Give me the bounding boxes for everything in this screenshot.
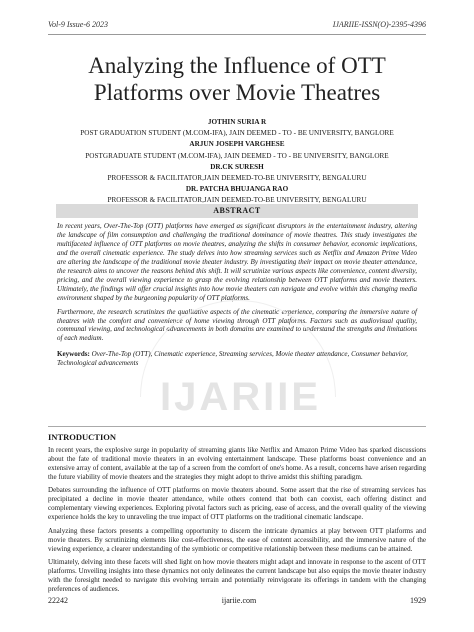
body-paragraph: Analyzing these factors presents a compelling opportunity to discern the intricate dynamics at play between OTT platforms and movie theaters. By scrutinizing elements like cost-effectiveness, the ease of content accessibility, and the immersive nature of the viewing experience, a clearer understanding of the symbiotic or competitive relationship between these mediums can be attained.	[48, 526, 426, 553]
section-heading: INTRODUCTION	[48, 432, 117, 442]
author-affiliation: PROFESSOR & FACILITATOR,JAIN DEEMED-TO-BE UNIVERSITY, BENGALURU	[107, 174, 367, 183]
abstract-paragraph: In recent years, Over-The-Top (OTT) platforms have emerged as significant disruptors in the entertainment industry, altering the landscape of film consumption and challenging the traditional dominance of movie theatres. This study investigates the multifaceted influence of OTT platforms on movie theatres, analyzing the shifts in consumer behavior, economic implications, and the overall cinematic experience. The study delves into how streaming services such as Netflix and Amazon Prime Video are altering the landscape of the traditional movie theater industry. By investigating their impact on movie theater attendance, the research aims to uncover the reasons behind this shift. It will scrutinize various aspects like convenience, content diversity, pricing, and the overall viewing experience to grasp the evolving relationship between OTT platforms and movie theaters. Ultimately, the findings will offer crucial insights into how movie theaters can navigate and evolve within this changing media environment shaped by the burgeoning popularity of OTT platforms.	[57, 222, 417, 302]
author-name: DR. PATCHA BHUJANGA RAO	[185, 185, 289, 194]
keywords-text: Over-The-Top (OTT), Cinematic experience, Streaming services, Movie theater attendance, Consumer behavior, Technological advancements	[57, 350, 408, 367]
paper-id: 22242	[48, 596, 68, 605]
body-paragraph: In recent years, the explosive surge in popularity of streaming giants like Netflix and Amazon Prime Video has sparked discussions about the fate of traditional movie theaters in an evolving entertainment landscape. These platforms boast convenience and an extensive array of content, available at the tap of a screen from the comfort of one's home. As a result, concerns have arisen regarding the future viability of movie theaters and the strategies they might adopt to thrive amidst this shifting paradigm.	[48, 446, 426, 481]
author-block	[40, 117, 434, 207]
title-line-2: Platforms over Movie Theatres	[93, 80, 381, 105]
page-footer	[48, 596, 426, 605]
body-paragraph: Debates surrounding the influence of OTT platforms on movie theaters abound. Some assert that the rise of streaming services has precipitated a decline in movie theater attendance, while others contend that both can coexist, each offering distinct and complementary viewing experiences. Exploring pivotal factors such as pricing, ease of access, and the overall quality of the viewing experience holds the key to unraveling the true impact of OTT platforms on the traditional cinematic landscape.	[48, 486, 426, 522]
body-paragraph: Ultimately, delving into these facets will shed light on how movie theaters might adapt and innovate in response to the ascent of OTT platforms. Unveiling insights into these dynamics not only delineates the current landscape but also equips the movie theater industry with the foresight needed to navigate this evolving terrain and potentially reinvigorate its offerings in tandem with the changing preferences of audiences.	[48, 557, 426, 593]
introduction-body	[48, 446, 426, 598]
author-name: DR.CK SURESH	[210, 162, 264, 171]
abstract-paragraph: Furthermore, the research scrutinizes the qualitative aspects of the cinematic experience, comparing the immersive nature of theatres with the comfort and convenience of home viewing through OTT platforms. Factors such as audiovisual quality, communal viewing, and technological advancements in both domains are examined to understand the strengths and limitations of each medium.	[57, 307, 417, 343]
paper-title	[40, 52, 434, 106]
section-rule	[48, 426, 426, 427]
author-affiliation: POST GRADUATION STUDENT (M.COM-IFA), JAIN DEEMED - TO - BE UNIVERSITY, BANGLORE	[80, 129, 394, 138]
keywords-label: Keywords:	[57, 350, 90, 358]
header-rule	[48, 34, 426, 35]
author-affiliation: PROFESSOR & FACILITATOR,JAIN DEEMED-TO-BE UNIVERSITY, BENGALURU	[107, 196, 367, 205]
issn: IJARIIE-ISSN(O)-2395-4396	[332, 20, 426, 29]
volume-issue: Vol-9 Issue-6 2023	[48, 20, 108, 29]
site-name: ijariie.com	[221, 596, 257, 605]
keywords	[57, 350, 417, 368]
watermark-logo: IJARIIE	[160, 375, 322, 419]
author-name: JOTHIN SURIA R	[207, 118, 267, 126]
abstract-heading: ABSTRACT	[56, 204, 418, 218]
author-affiliation: POSTGRADUATE STUDENT (M.COM-IFA), JAIN DEEMED - TO - BE UNIVERSITY, BANGLORE	[85, 151, 389, 160]
page-number: 1929	[410, 596, 426, 605]
title-line-1: Analyzing the Influence of OTT	[88, 53, 386, 78]
author-name: ARJUN JOSEPH VARGHESE	[189, 140, 285, 149]
running-header	[48, 20, 426, 29]
